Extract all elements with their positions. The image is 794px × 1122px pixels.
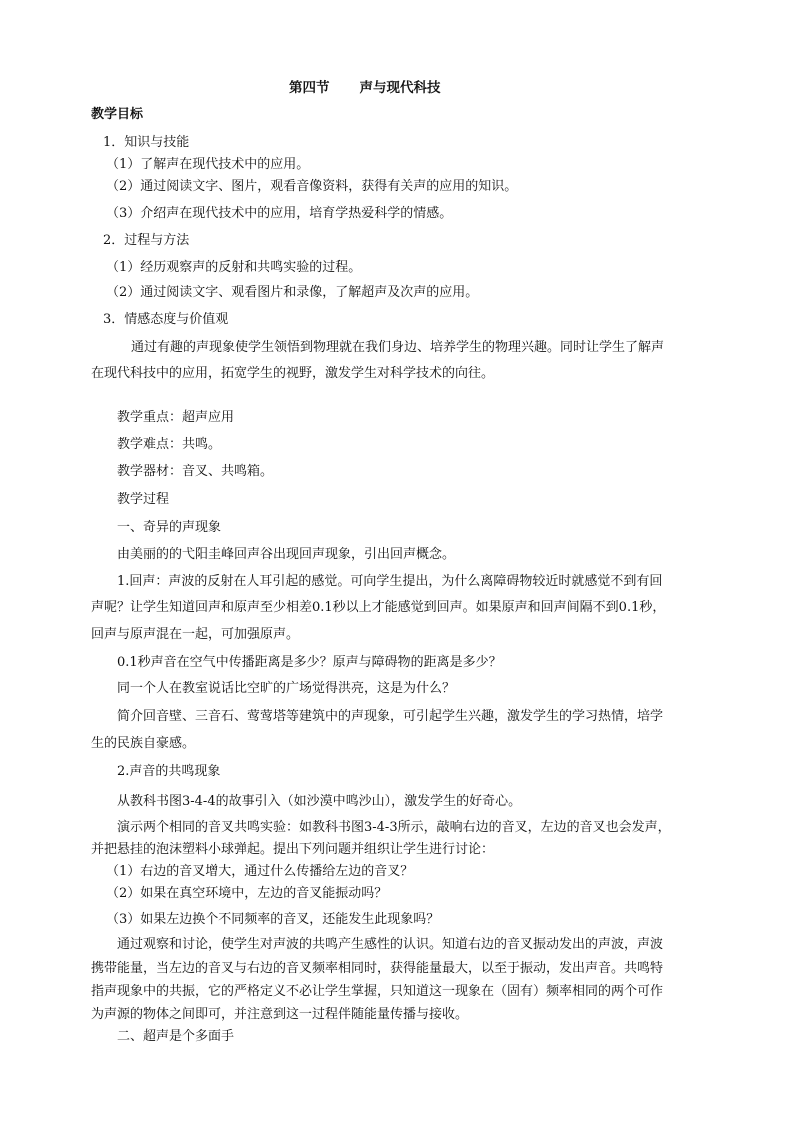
process-item: （1）经历观察声的反射和共鸣实验的过程。 xyxy=(106,260,362,275)
paragraph-line: 并把悬挂的泡沫塑料小球弹起。提出下列问题并组织让学生进行讨论： xyxy=(91,842,495,857)
difficulty-point: 教学难点：共鸣。 xyxy=(117,437,222,452)
equipment: 教学器材：音叉、共鸣箱。 xyxy=(117,464,274,479)
part1-heading: 一、奇异的声现象 xyxy=(117,520,222,535)
section-name: 声与现代科技 xyxy=(359,80,441,96)
paragraph-line: 在现代科技中的应用，拓宽学生的视野，激发学生对科学技术的向往。 xyxy=(91,366,495,381)
question-line: 同一个人在教室说话比空旷的广场觉得洪亮，这是为什么？ xyxy=(117,681,456,696)
knowledge-item: （3）介绍声在现代技术中的应用，培育学热爱科学的情感。 xyxy=(106,206,453,221)
knowledge-item: （2）通过阅读文字、图片，观看音像资料，获得有关声的应用的知识。 xyxy=(106,179,518,194)
paragraph-line: 通过有趣的声现象使学生领悟到物理就在我们身边、培养学生的物理兴趣。同时让学生了解声 xyxy=(131,340,665,355)
paragraph-line: 由美丽的的弋阳圭峰回声谷出现回声现象，引出回声概念。 xyxy=(117,547,456,562)
knowledge-heading: 1．知识与技能 xyxy=(103,135,190,150)
paragraph-line: 简介回音壁、三音石、莺莺塔等建筑中的声现象，可引起学生兴趣，激发学生的学习热情，培学 xyxy=(117,709,664,724)
paragraph-line: 携带能量，当左边的音叉与右边的音叉频率相同时，获得能量最大，以至于振动，发出声音。共鸣特 xyxy=(91,961,664,976)
question-item: （1）右边的音叉增大，通过什么传播给左边的音叉？ xyxy=(106,864,414,879)
paragraph-line: 生的民族自豪感。 xyxy=(91,736,196,751)
process-title: 教学过程 xyxy=(117,492,170,507)
question-line: 0.1秒声音在空气中传播距离是多少？原声与障碍物的距离是多少？ xyxy=(117,655,502,670)
knowledge-item: （1）了解声在现代技术中的应用。 xyxy=(106,157,310,172)
key-point: 教学重点：超声应用 xyxy=(117,410,235,425)
attitude-heading: 3．情感态度与价值观 xyxy=(103,312,229,327)
paragraph-line: 为声源的物体之间即可，并注意到这一过程伴随能量传播与接收。 xyxy=(91,1007,469,1022)
paragraph-line: 演示两个相同的音叉共鸣实验：如教科书图3-4-3所示，敲响右边的音叉，左边的音叉也会发声， xyxy=(117,820,671,835)
paragraph-line: 声呢？让学生知道回声和原声至少相差0.1秒以上才能感觉到回声。如果原声和回声间隔不到0.1秒， xyxy=(91,600,666,615)
process-heading: 2．过程与方法 xyxy=(103,233,190,248)
paragraph-line: 指声现象中的共振，它的严格定义不必让学生掌握，只知道这一现象在（固有）频率相同的两个可作 xyxy=(91,984,664,999)
question-item: （2）如果在真空环境中，左边的音叉能振动吗？ xyxy=(106,886,388,901)
objectives-heading: 教学目标 xyxy=(91,107,144,122)
part2-heading: 二、超声是个多面手 xyxy=(117,1029,235,1044)
paragraph-line: 1.回声：声波的反射在人耳引起的感觉。可向学生提出，为什么离障碍物较近时就感觉不到有回 xyxy=(117,574,663,589)
page-title xyxy=(289,80,441,96)
section-number: 第四节 xyxy=(289,80,330,96)
question-item: （3）如果左边换个不同频率的音叉，还能发生此现象吗？ xyxy=(106,912,440,927)
paragraph-line: 通过观察和讨论，使学生对声波的共鸣产生感性的认识。知道右边的音叉振动发出的声波，声波 xyxy=(117,937,664,952)
paragraph-line: 回声与原声混在一起，可加强原声。 xyxy=(91,627,300,642)
process-item: （2）通过阅读文字、观看图片和录像，了解超声及次声的应用。 xyxy=(106,285,479,300)
paragraph-line: 从教科书图3-4-4的故事引入（如沙漠中鸣沙山），激发学生的好奇心。 xyxy=(117,794,522,809)
resonance-heading: 2.声音的共鸣现象 xyxy=(117,764,221,779)
